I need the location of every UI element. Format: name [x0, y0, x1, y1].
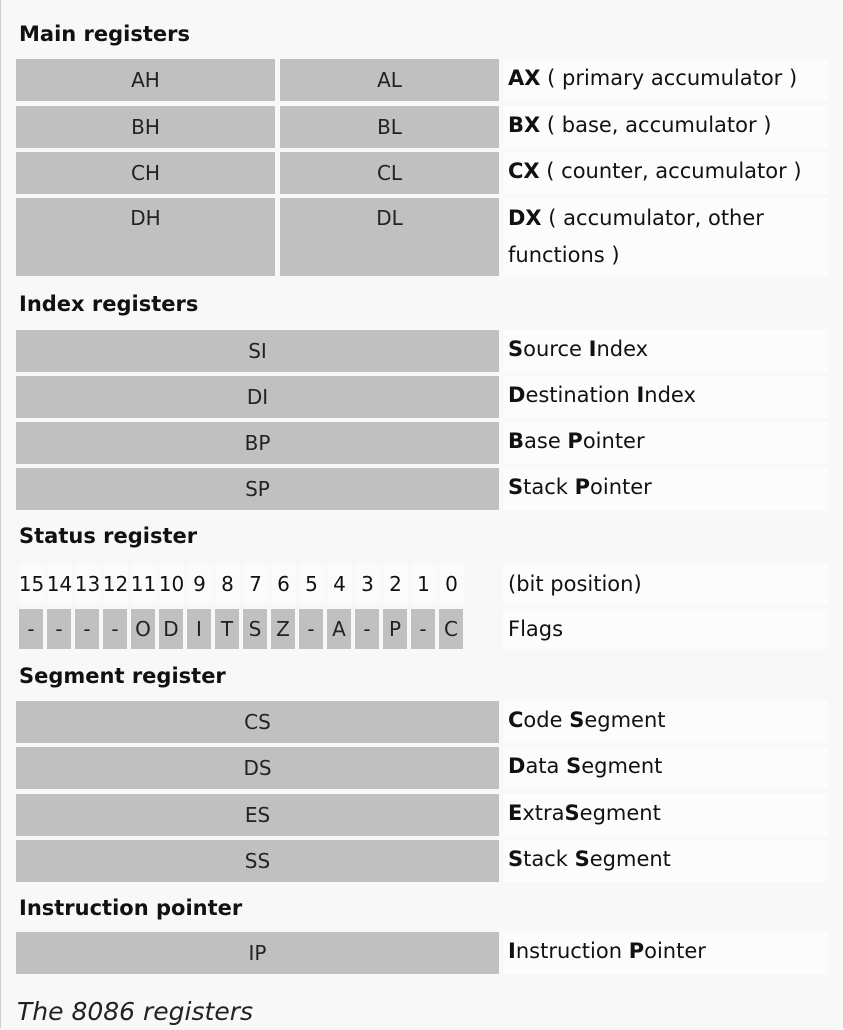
bit-position: 10: [159, 564, 184, 604]
segment-register-heading: Segment register: [19, 664, 226, 688]
flag-cell-carry: C: [439, 609, 463, 649]
bit-position: 1: [411, 564, 436, 604]
bold-letter: I: [588, 337, 597, 361]
register-cell-ch: CH: [16, 152, 275, 194]
register-desc-si: [503, 330, 828, 372]
flag-cell-auxiliary: A: [327, 609, 351, 649]
desc-text: estination: [525, 383, 637, 407]
bit-position: 12: [103, 564, 128, 604]
register-desc-ds: [503, 747, 828, 789]
register-name: AX: [508, 66, 541, 90]
flag-cell: -: [411, 609, 435, 649]
desc-text: ndex: [644, 383, 696, 407]
desc-text: ndex: [596, 337, 649, 361]
status-register-heading: Status register: [19, 524, 198, 548]
bold-letter: S: [569, 708, 585, 732]
flag-cell-interrupt: I: [187, 609, 211, 649]
desc-text: ode: [523, 708, 570, 732]
desc-text: ata: [525, 754, 567, 778]
register-cell-di: DI: [16, 376, 499, 418]
bit-position: 15: [19, 564, 44, 604]
bold-letter: C: [508, 708, 524, 732]
register-cell-si: SI: [16, 330, 499, 372]
flag-cell-trap: T: [215, 609, 239, 649]
register-desc-cs: [503, 701, 828, 743]
register-cell-bp: BP: [16, 422, 499, 464]
index-registers-heading: Index registers: [19, 292, 199, 316]
register-desc-bp: [503, 422, 828, 464]
bit-position: 9: [187, 564, 212, 604]
instruction-pointer-heading: Instruction pointer: [19, 896, 243, 920]
bit-position: 7: [243, 564, 268, 604]
flag-cell: -: [355, 609, 379, 649]
bold-letter: S: [564, 801, 580, 825]
bold-letter: P: [574, 475, 591, 499]
bold-letter: S: [566, 754, 582, 778]
flag-cell-parity: P: [383, 609, 407, 649]
desc-text: ource: [523, 337, 589, 361]
main-registers-heading: Main registers: [19, 22, 190, 46]
flag-cell-overflow: O: [131, 609, 155, 649]
register-desc-ax: [503, 59, 828, 101]
bold-letter: D: [508, 383, 526, 407]
bit-position: 4: [327, 564, 352, 604]
desc-text: ointer: [644, 939, 706, 963]
bold-letter: E: [508, 801, 523, 825]
register-desc-cx: [503, 152, 828, 194]
register-cell-ds: DS: [16, 747, 499, 789]
bold-letter: I: [636, 383, 645, 407]
register-cell-cs: CS: [16, 701, 499, 743]
register-cell-dh: DH: [16, 198, 275, 276]
register-desc-ss: [503, 840, 828, 882]
desc-text: egment: [581, 754, 663, 778]
register-cell-es: ES: [16, 794, 499, 836]
bold-letter: S: [508, 475, 524, 499]
bit-position: 0: [439, 564, 464, 604]
bit-position: 8: [215, 564, 240, 604]
bold-letter: P: [567, 429, 583, 453]
desc-text: ase: [524, 429, 568, 453]
bold-letter: D: [508, 754, 526, 778]
bold-letter: I: [508, 939, 516, 963]
flag-cell-zero: Z: [271, 609, 295, 649]
bit-position-label: (bit position): [503, 564, 828, 604]
register-desc-di: [503, 376, 828, 418]
register-desc-text: ( accumulator, other functions ): [508, 206, 764, 267]
register-cell-ip: IP: [16, 932, 499, 974]
flag-cell: -: [103, 609, 127, 649]
desc-text: tack: [523, 847, 575, 871]
flag-cell-direction: D: [159, 609, 183, 649]
register-cell-cl: CL: [280, 152, 499, 194]
bit-position: 3: [355, 564, 380, 604]
desc-text: ointer: [582, 429, 645, 453]
register-cell-bh: BH: [16, 106, 275, 148]
bit-position: 6: [271, 564, 296, 604]
flag-cell: -: [299, 609, 323, 649]
register-cell-ah: AH: [16, 59, 275, 101]
register-name: CX: [508, 159, 540, 183]
desc-text: tack: [523, 475, 575, 499]
desc-text: xtra: [522, 801, 565, 825]
flag-cell: -: [47, 609, 71, 649]
bit-position: 5: [299, 564, 324, 604]
register-cell-bl: BL: [280, 106, 499, 148]
register-cell-dl: DL: [280, 198, 499, 276]
bit-position: 2: [383, 564, 408, 604]
bold-letter: B: [508, 429, 525, 453]
register-desc-text: ( base, accumulator ): [540, 113, 772, 137]
register-desc-dx: [503, 198, 828, 276]
register-name: BX: [508, 113, 541, 137]
flags-label: Flags: [503, 609, 828, 649]
flag-cell: -: [19, 609, 43, 649]
register-desc-ip: [503, 932, 828, 974]
register-cell-sp: SP: [16, 468, 499, 510]
figure-caption: The 8086 registers: [17, 997, 253, 1026]
bold-letter: P: [628, 939, 645, 963]
desc-text: egment: [584, 708, 666, 732]
desc-text: egment: [579, 801, 661, 825]
register-cell-al: AL: [280, 59, 499, 101]
register-desc-sp: [503, 468, 828, 510]
bold-letter: S: [574, 847, 590, 871]
register-desc-text: ( counter, accumulator ): [539, 159, 802, 183]
register-desc-text: ( primary accumulator ): [540, 66, 798, 90]
bit-position: 14: [47, 564, 72, 604]
register-desc-es: [503, 794, 828, 836]
register-cell-ss: SS: [16, 840, 499, 882]
bit-position: 11: [131, 564, 156, 604]
bold-letter: S: [508, 337, 524, 361]
flag-cell: -: [75, 609, 99, 649]
register-name: DX: [508, 206, 542, 230]
register-desc-bx: [503, 106, 828, 148]
bold-letter: S: [508, 847, 524, 871]
bit-position: 13: [75, 564, 100, 604]
desc-text: egment: [589, 847, 671, 871]
desc-text: nstruction: [515, 939, 629, 963]
desc-text: ointer: [590, 475, 652, 499]
flag-cell-sign: S: [243, 609, 267, 649]
